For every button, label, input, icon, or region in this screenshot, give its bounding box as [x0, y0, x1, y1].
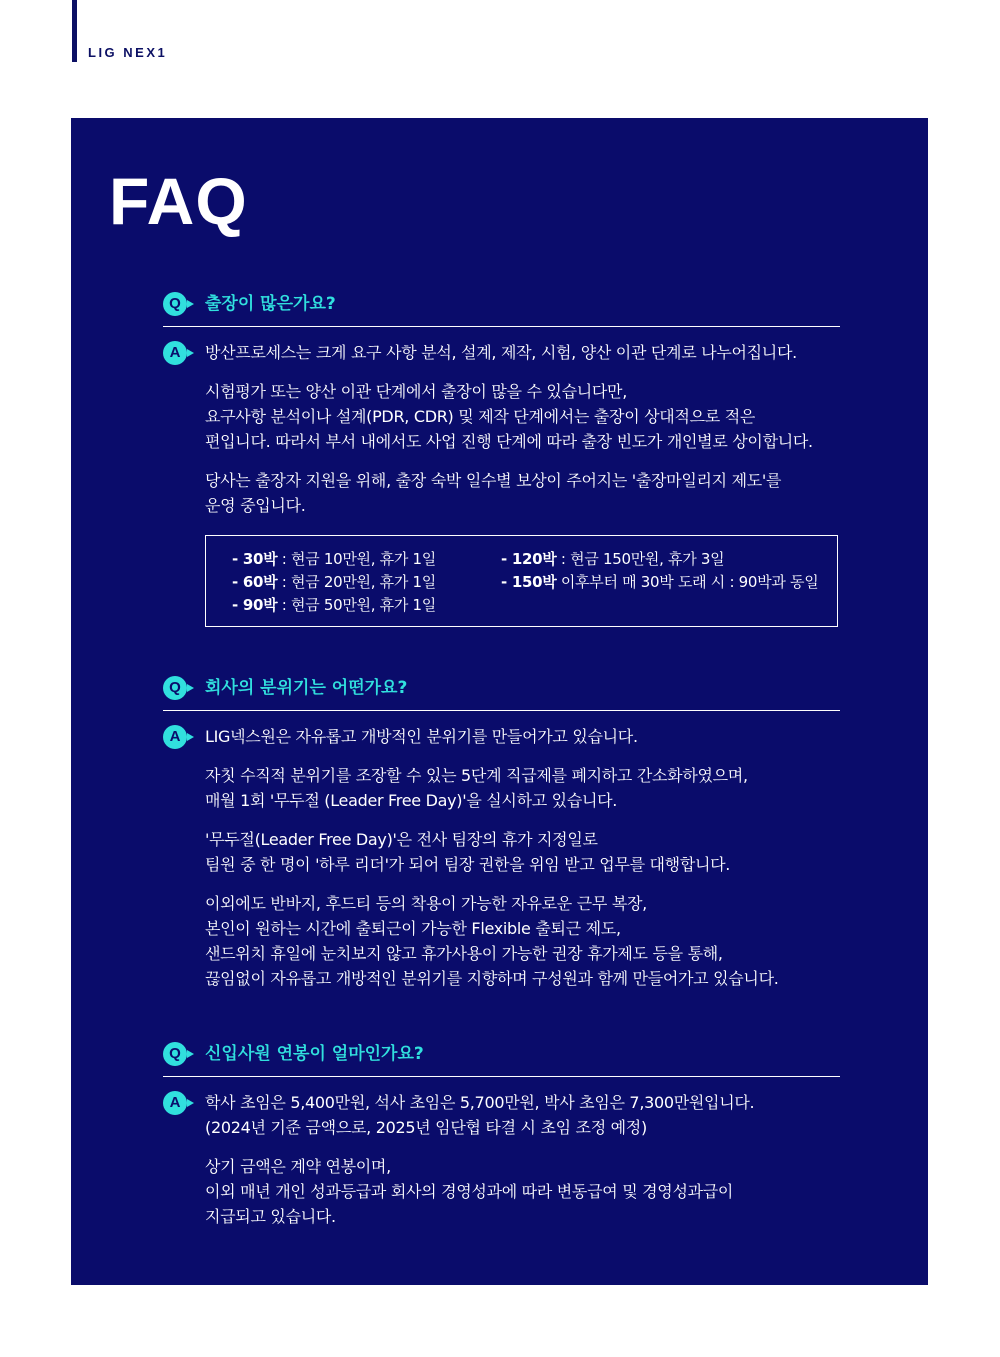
- question-row: [163, 290, 840, 327]
- q-badge-icon: Q: [163, 292, 187, 316]
- mileage-reward-box: [205, 535, 838, 627]
- faq-item-company-culture: [163, 674, 840, 991]
- a-badge-icon: A: [163, 725, 187, 749]
- faq-panel: [71, 118, 928, 1285]
- brand-accent-bar: [72, 0, 77, 62]
- mileage-column-left: [232, 548, 436, 617]
- answer-paragraph: 자칫 수직적 분위기를 조장할 수 있는 5단계 직급제를 폐지하고 간소화하였으며, 매월 1회 '무두절 (Leader Free Day)'을 실시하고 있습니다.: [205, 766, 748, 810]
- answer-paragraph: 시험평가 또는 양산 이관 단계에서 출장이 많을 수 있습니다만, 요구사항 분석이나 설계(PDR, CDR) 및 제작 단계에서는 출장이 상대적으로 적은 편입니다. 따라서 부서 내에서도 사업 진행 단계에 따라 출장 빈도가 개인별로 상이합니다.: [205, 382, 813, 451]
- answer-paragraph: 방산프로세스는 크게 요구 사항 분석, 설계, 제작, 시험, 양산 이관 단계로 나누어집니다.: [205, 343, 797, 362]
- page-title: FAQ: [109, 164, 248, 238]
- answer-paragraph: 이외에도 반바지, 후드티 등의 착용이 가능한 자유로운 근무 복장, 본인이 원하는 시간에 출퇴근이 가능한 Flexible 출퇴근 제도, 샌드위치 휴일에 눈치보지 않고 휴가사용이 가능한 권장 휴가제도 등을 통해, 끊임없이 자유롭고 개방적인 분위기를 지향하며 구성원과 함께 만들어가고 있습니다.: [205, 894, 779, 988]
- mileage-item: - 30박 : 현금 10만원, 휴가 1일: [232, 550, 436, 568]
- mileage-item: - 150박 이후부터 매 30박 도래 시 : 90박과 동일: [501, 573, 819, 591]
- faq-item-starting-salary: [163, 1040, 840, 1229]
- brand-logo-text: LIG NEX1: [88, 45, 168, 60]
- question-text: 신입사원 연봉이 얼마인가요?: [205, 1044, 424, 1064]
- q-badge-icon: Q: [163, 1042, 187, 1066]
- answer-block: [163, 327, 840, 627]
- question-text: 회사의 분위기는 어떤가요?: [205, 678, 408, 698]
- answer-block: [163, 1077, 840, 1229]
- question-row: [163, 1040, 840, 1077]
- q-badge-icon: Q: [163, 676, 187, 700]
- answer-paragraph: 당사는 출장자 지원을 위해, 출장 숙박 일수별 보상이 주어지는 '출장마일리지 제도'를 운영 중입니다.: [205, 471, 782, 515]
- mileage-item: - 90박 : 현금 50만원, 휴가 1일: [232, 596, 436, 614]
- a-badge-icon: A: [163, 341, 187, 365]
- mileage-item: - 120박 : 현금 150만원, 휴가 3일: [501, 550, 725, 568]
- answer-paragraph: 상기 금액은 계약 연봉이며, 이외 매년 개인 성과등급과 회사의 경영성과에 따라 변동급여 및 경영성과급이 지급되고 있습니다.: [205, 1157, 734, 1226]
- question-row: [163, 674, 840, 711]
- answer-paragraph: LIG넥스원은 자유롭고 개방적인 분위기를 만들어가고 있습니다.: [205, 727, 638, 746]
- a-badge-icon: A: [163, 1091, 187, 1115]
- answer-block: [163, 711, 840, 991]
- answer-paragraph: 학사 초임은 5,400만원, 석사 초임은 5,700만원, 박사 초임은 7,300만원입니다. (2024년 기준 금액으로, 2025년 임단협 타결 시 초임 조정 예정): [205, 1093, 755, 1137]
- mileage-column-right: [501, 548, 818, 594]
- mileage-item: - 60박 : 현금 20만원, 휴가 1일: [232, 573, 436, 591]
- faq-item-business-trip: [163, 290, 840, 627]
- question-text: 출장이 많은가요?: [205, 294, 336, 314]
- answer-paragraph: '무두절(Leader Free Day)'은 전사 팀장의 휴가 지정일로 팀원 중 한 명이 '하루 리더'가 되어 팀장 권한을 위임 받고 업무를 대행합니다.: [205, 830, 731, 874]
